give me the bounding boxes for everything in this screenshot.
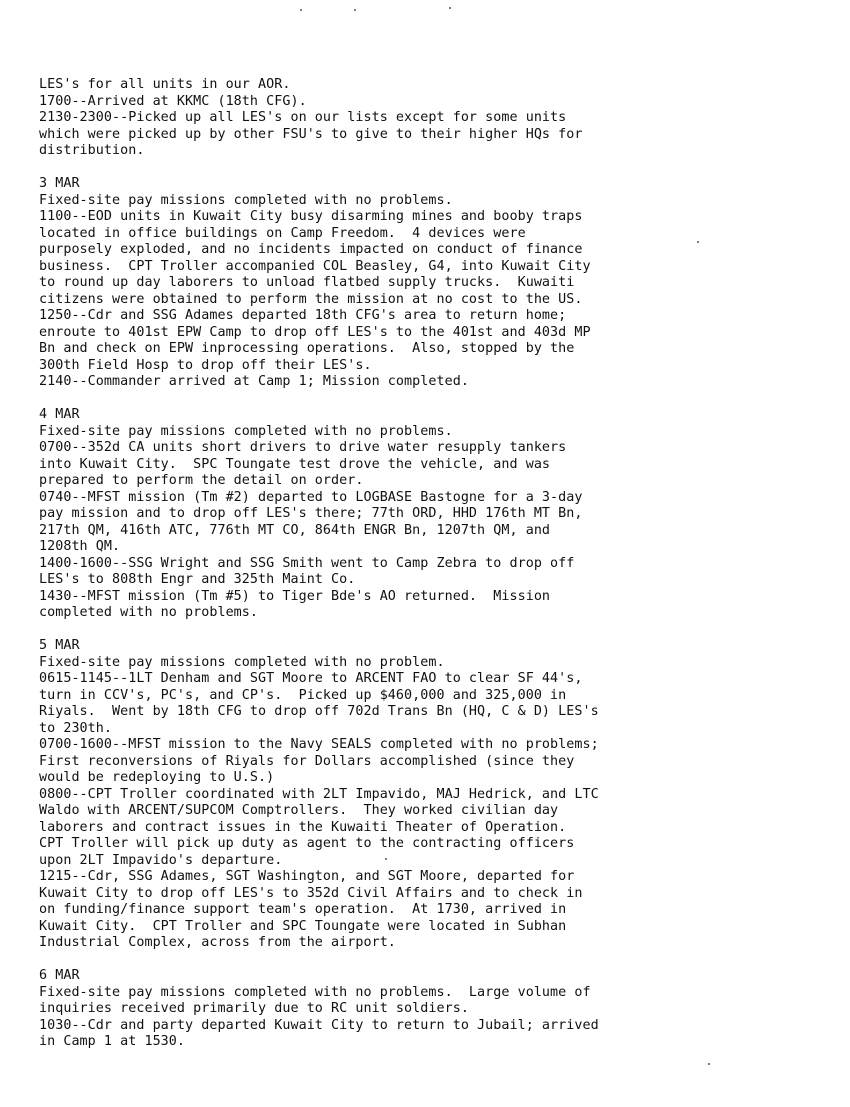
scan-speck <box>354 9 356 11</box>
text-line: turn in CCV's, PC's, and CP's. Picked up $460,000 and 325,000 in <box>39 687 567 703</box>
text-line: Fixed-site pay missions completed with no problems. <box>39 423 453 439</box>
day-section <box>39 407 829 622</box>
text-line: 300th Field Hosp to drop off their LES's. <box>39 357 372 373</box>
text-line: 0740--MFST mission (Tm #2) departed to LOGBASE Bastogne for a 3-day <box>39 489 583 505</box>
text-line: business. CPT Troller accompanied COL Beasley, G4, into Kuwait City <box>39 258 591 274</box>
document-body <box>39 77 829 1051</box>
text-line: 1430--MFST mission (Tm #5) to Tiger Bde's AO returned. Mission <box>39 588 551 604</box>
date-heading: 5 MAR <box>39 638 80 653</box>
text-line: which were picked up by other FSU's to give to their higher HQs for <box>39 126 583 142</box>
section-spacer <box>39 160 829 177</box>
text-line: to round up day laborers to unload flatbed supply trucks. Kuwaiti <box>39 275 575 290</box>
day-section <box>39 968 829 1051</box>
text-line: completed with no problems. <box>39 605 259 620</box>
text-line: Bn and check on EPW inprocessing operations. Also, stopped by the <box>39 341 575 356</box>
section-spacer <box>39 391 829 408</box>
text-line: enroute to 401st EPW Camp to drop off LES's to the 401st and 403d MP <box>39 324 591 340</box>
text-line: CPT Troller will pick up duty as agent to the contracting officers <box>39 836 575 851</box>
text-line: 1030--Cdr and party departed Kuwait City to return to Jubail; arrived <box>39 1017 599 1033</box>
text-line: 1215--Cdr, SSG Adames, SGT Washington, and SGT Moore, departed for <box>39 869 575 884</box>
text-line: laborers and contract issues in the Kuwaiti Theater of Operation. <box>39 819 567 835</box>
text-line: 1208th QM. <box>39 539 121 554</box>
scan-speck <box>708 1063 710 1065</box>
text-line: Fixed-site pay missions completed with no problems. Large volume of <box>39 984 591 1000</box>
text-line: pay mission and to drop off LES's there; 77th ORD, HHD 176th MT Bn, <box>39 506 583 521</box>
text-line: into Kuwait City. SPC Toungate test drove the vehicle, and was <box>39 456 551 472</box>
text-line: Riyals. Went by 18th CFG to drop off 702d Trans Bn (HQ, C & D) LES's <box>39 704 599 719</box>
text-line: Fixed-site pay missions completed with no problem. <box>39 654 445 670</box>
text-line: Kuwait City to drop off LES's to 352d Civil Affairs and to check in <box>39 885 583 901</box>
text-line: 1700--Arrived at KKMC (18th CFG). <box>39 93 307 109</box>
text-line: 0615-1145--1LT Denham and SGT Moore to ARCENT FAO to clear SF 44's, <box>39 671 583 686</box>
text-line: upon 2LT Impavido's departure. <box>39 852 283 868</box>
date-heading: 3 MAR <box>39 176 80 191</box>
text-line: on funding/finance support team's operation. At 1730, arrived in <box>39 902 567 917</box>
scan-speck <box>449 7 451 9</box>
date-heading: 4 MAR <box>39 407 80 422</box>
section-spacer <box>39 952 829 969</box>
text-line: 2130-2300--Picked up all LES's on our lists except for some units <box>39 110 567 125</box>
text-line: distribution. <box>39 143 145 158</box>
text-line: LES's for all units in our AOR. <box>39 77 291 92</box>
day-section <box>39 176 829 391</box>
scan-speck <box>300 9 302 11</box>
text-line: 1400-1600--SSG Wright and SSG Smith went to Camp Zebra to drop off <box>39 555 575 571</box>
text-line: Fixed-site pay missions completed with no problems. <box>39 192 453 208</box>
text-line: 0800--CPT Troller coordinated with 2LT Impavido, MAJ Hedrick, and LTC <box>39 786 599 802</box>
text-line: 1100--EOD units in Kuwait City busy disarming mines and booby traps <box>39 209 583 224</box>
text-line: would be redeploying to U.S.) <box>39 770 275 785</box>
text-line: 2140--Commander arrived at Camp 1; Mission completed. <box>39 374 469 389</box>
text-line: Kuwait City. CPT Troller and SPC Toungate were located in Subhan <box>39 918 567 934</box>
text-line: 1250--Cdr and SSG Adames departed 18th CFG's area to return home; <box>39 308 567 323</box>
text-line: in Camp 1 at 1530. <box>39 1034 186 1049</box>
text-line: inquiries received primarily due to RC unit soldiers. <box>39 1001 469 1016</box>
text-line: located in office buildings on Camp Freedom. 4 devices were <box>39 225 526 241</box>
text-line: Industrial Complex, across from the airport. <box>39 935 396 950</box>
text-line: LES's to 808th Engr and 325th Maint Co. <box>39 572 356 587</box>
text-line: to 230th. <box>39 720 113 736</box>
text-line: 0700--352d CA units short drivers to drive water resupply tankers <box>39 440 567 455</box>
day-section <box>39 638 829 952</box>
text-line: Waldo with ARCENT/SUPCOM Comptrollers. They worked civilian day <box>39 803 559 818</box>
intro-block <box>39 77 829 160</box>
text-line: prepared to perform the detail on order. <box>39 473 364 488</box>
text-line: purposely exploded, and no incidents impacted on conduct of finance <box>39 242 583 257</box>
day-sections <box>39 160 829 1051</box>
text-line: citizens were obtained to perform the mission at no cost to the US. <box>39 291 583 307</box>
text-line: First reconversions of Riyals for Dollars accomplished (since they <box>39 753 575 769</box>
text-line: 217th QM, 416th ATC, 776th MT CO, 864th ENGR Bn, 1207th QM, and <box>39 522 551 538</box>
text-line: 0700-1600--MFST mission to the Navy SEALS completed with no problems; <box>39 737 599 752</box>
date-heading: 6 MAR <box>39 968 80 983</box>
section-spacer <box>39 622 829 639</box>
